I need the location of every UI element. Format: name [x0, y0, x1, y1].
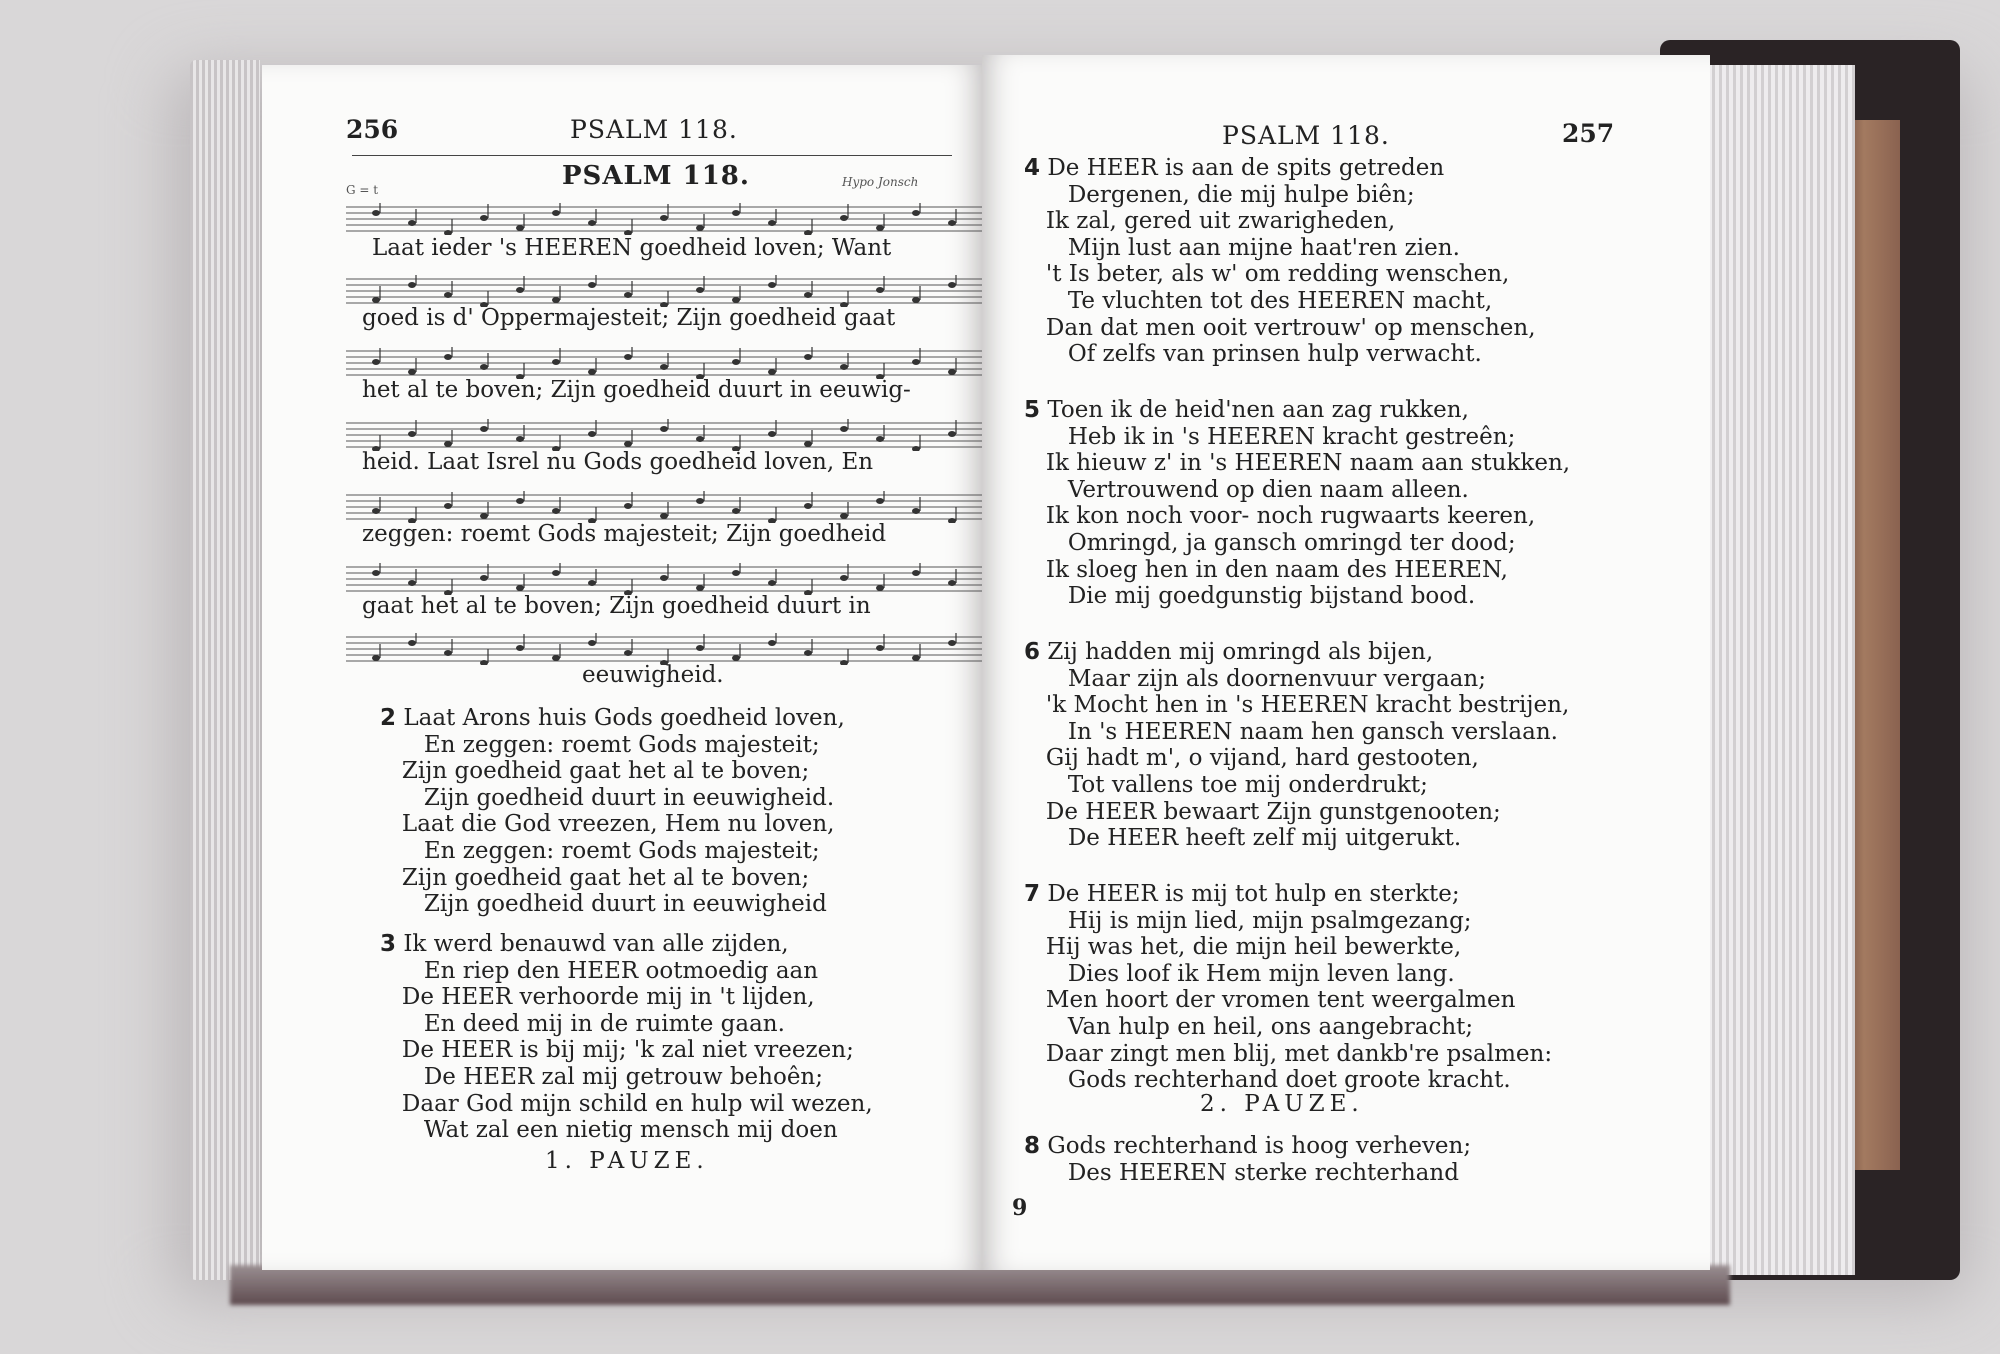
- verse-lines: De HEER is mij tot hulp en sterkte; Hij is mijn lied, mijn psalmgezang; Hij was het, die mijn heil bewerkte, Dies loof ik Hem mijn leven lang. Men hoort der vromen tent weergalmen Van hulp en heil, ons aangebracht; Daar zingt men blij, met dankb're psalmen: Gods rechterhand doet groote kracht.: [1045, 881, 1553, 1094]
- music-note: [552, 297, 560, 303]
- verse-5: [1024, 397, 1570, 610]
- music-note: [912, 655, 920, 661]
- music-note: [948, 282, 956, 288]
- music-note: [516, 498, 524, 504]
- music-note: [624, 650, 632, 656]
- music-note: [732, 297, 740, 303]
- song-title: PSALM 118.: [562, 161, 750, 191]
- music-note: [588, 282, 596, 288]
- music-note: [588, 369, 596, 375]
- music-staff: [346, 491, 1026, 523]
- music-note: [552, 508, 560, 514]
- page-number: 256: [346, 115, 399, 144]
- verse-number: 7: [1024, 881, 1041, 907]
- music-note: [948, 431, 956, 437]
- verse-3: [380, 931, 873, 1144]
- music-note: [696, 585, 704, 591]
- music-note: [948, 369, 956, 375]
- music-note: [660, 215, 668, 221]
- verse-lines: Toen ik de heid'nen aan zag rukken, Heb ik in 's HEEREN kracht gestreên; Ik hieuw z' in 's HEEREN naam aan stukken, Vertrouwend op dien naam alleen. Ik kon noch voor- noch rugwaarts keeren, Omringd, ja gansch omringd ter dood; Ik sloeg hen in den naam des HEEREN, Die mij goedgunstig bijstand bood.: [1045, 397, 1571, 610]
- verse-lines: Ik werd benauwd van alle zijden, En riep den HEER ootmoedig aan De HEER verhoorde mij in 't lijden, En deed mij in de ruimte gaan. De HEER is bij mij; 'k zal niet vreezen; De HEER zal mij getrouw behoên; Daar God mijn schild en hulp wil wezen, Wat zal een nietig mensch mij doen: [401, 931, 873, 1144]
- music-note: [912, 297, 920, 303]
- music-note: [912, 570, 920, 576]
- music-note: [948, 220, 956, 226]
- music-note: [804, 354, 812, 360]
- music-note: [732, 508, 740, 514]
- page-number: 257: [1562, 119, 1615, 148]
- music-note: [876, 645, 884, 651]
- pauze-marker: 1. PAUZE.: [545, 1148, 709, 1174]
- music-note: [624, 503, 632, 509]
- music-note: [660, 513, 668, 519]
- music-lyric-line: goed is d' Oppermajesteit; Zijn goedheid gaat: [362, 305, 896, 331]
- music-note: [804, 650, 812, 656]
- music-note: [372, 508, 380, 514]
- music-note: [696, 225, 704, 231]
- music-note: [372, 570, 380, 576]
- music-note: [624, 292, 632, 298]
- music-note: [552, 655, 560, 661]
- music-note: [552, 210, 560, 216]
- music-note: [912, 508, 920, 514]
- music-note: [840, 215, 848, 221]
- music-note: [768, 220, 776, 226]
- music-note: [732, 655, 740, 661]
- music-note: [876, 287, 884, 293]
- music-lyric-line: heid. Laat Isrel nu Gods goedheid loven, En: [362, 449, 874, 475]
- running-header: PSALM 118.: [1222, 121, 1390, 150]
- music-note: [768, 282, 776, 288]
- composer: Hypo Jonsch: [842, 175, 919, 189]
- page-edges-left: [190, 60, 260, 1280]
- music-note: [444, 503, 452, 509]
- running-header: PSALM 118.: [570, 115, 738, 144]
- music-note: [804, 292, 812, 298]
- music-note: [516, 585, 524, 591]
- music-note: [696, 498, 704, 504]
- music-note: [876, 225, 884, 231]
- music-note: [588, 580, 596, 586]
- music-note: [804, 441, 812, 447]
- music-note: [660, 575, 668, 581]
- music-staff: [346, 419, 1026, 451]
- music-note: [876, 585, 884, 591]
- music-note: [444, 441, 452, 447]
- verse-6: [1024, 639, 1569, 852]
- music-staff: [346, 563, 1026, 595]
- header-rule: [352, 155, 952, 156]
- right-page: [982, 55, 1710, 1270]
- music-note: [372, 655, 380, 661]
- music-note: [696, 436, 704, 442]
- music-note: [624, 441, 632, 447]
- music-note: [840, 364, 848, 370]
- music-note: [912, 359, 920, 365]
- music-note: [732, 570, 740, 576]
- music-note: [408, 369, 416, 375]
- music-note: [624, 354, 632, 360]
- music-note: [444, 354, 452, 360]
- verse-lines: Zij hadden mij omringd als bijen, Maar zijn als doornenvuur vergaan; 'k Mocht hen in 's HEEREN kracht bestrijen, In 's HEEREN naam hen gansch verslaan. Gij hadt m', o vijand, hard gestooten, Tot vallens toe mij onderdrukt; De HEER bewaart Zijn gunstgenooten; De HEER heeft zelf mij uitgerukt.: [1045, 639, 1570, 852]
- music-note: [408, 640, 416, 646]
- music-note: [768, 640, 776, 646]
- music-note: [660, 364, 668, 370]
- music-note: [552, 570, 560, 576]
- music-staff: [346, 203, 1026, 235]
- music-note: [372, 297, 380, 303]
- music-note: [696, 287, 704, 293]
- verse-4: [1024, 155, 1536, 368]
- verse-7: [1024, 881, 1552, 1094]
- music-note: [804, 503, 812, 509]
- music-note: [732, 359, 740, 365]
- music-note: [840, 426, 848, 432]
- left-page: [262, 65, 982, 1270]
- pauze-marker: 2. PAUZE.: [1200, 1091, 1364, 1117]
- verse-number: 4: [1024, 155, 1041, 181]
- music-note: [840, 575, 848, 581]
- verse-lines: Laat Arons huis Gods goedheid loven, En zeggen: roemt Gods majesteit; Zijn goedheid gaat het al te boven; Zijn goedheid duurt in eeuwigheid. Laat die God vreezen, Hem nu loven, En zeggen: roemt Gods majesteit; Zijn goedheid gaat het al te boven; Zijn goedheid duurt in eeuwigheid: [401, 705, 845, 918]
- music-staff: [346, 633, 1026, 665]
- music-note: [408, 282, 416, 288]
- music-lyric-line: het al te boven; Zijn goedheid duurt in eeuwig-: [362, 377, 911, 403]
- signature-mark: 9: [1012, 1195, 1028, 1221]
- music-staff: [346, 347, 1026, 379]
- music-note: [732, 210, 740, 216]
- music-note: [876, 498, 884, 504]
- music-note: [696, 645, 704, 651]
- music-note: [660, 426, 668, 432]
- music-note: [768, 369, 776, 375]
- verse-number: 3: [380, 931, 397, 957]
- music-note: [840, 513, 848, 519]
- verse-number: 5: [1024, 397, 1041, 423]
- music-lyric-line: eeuwigheid.: [582, 662, 724, 688]
- music-note: [480, 513, 488, 519]
- music-note: [480, 426, 488, 432]
- music-note: [876, 436, 884, 442]
- verse-2: [380, 705, 845, 918]
- music-note: [372, 359, 380, 365]
- music-note: [552, 359, 560, 365]
- page-edges-bottom: [230, 1265, 1730, 1305]
- verse-8: [1024, 1133, 1471, 1186]
- music-note: [516, 436, 524, 442]
- music-note: [516, 225, 524, 231]
- verse-lines: Gods rechterhand is hoog verheven; Des HEEREN sterke rechterhand: [1047, 1133, 1472, 1186]
- verse-number: 8: [1024, 1133, 1041, 1159]
- music-note: [912, 210, 920, 216]
- page-edges-right: [1705, 65, 1855, 1275]
- music-note: [408, 580, 416, 586]
- music-note: [948, 580, 956, 586]
- music-lyric-line: zeggen: roemt Gods majesteit; Zijn goedheid: [362, 521, 887, 547]
- music-note: [516, 645, 524, 651]
- music-lyric-line: gaat het al te boven; Zijn goedheid duurt in: [362, 593, 871, 619]
- music-note: [588, 220, 596, 226]
- music-note: [408, 431, 416, 437]
- music-lyric-line: Laat ieder 's HEEREN goedheid loven; Want: [372, 235, 892, 261]
- music-note: [444, 650, 452, 656]
- music-note: [480, 215, 488, 221]
- music-note: [768, 431, 776, 437]
- music-note: [768, 580, 776, 586]
- verse-lines: De HEER is aan de spits getreden Dergenen, die mij hulpe biên; Ik zal, gered uit zwarigheden, Mijn lust aan mijne haat'ren zien. 't Is beter, als w' om redding wenschen, Te vluchten tot des HEEREN macht, Dan dat men ooit vertrouw' op menschen, Of zelfs van prinsen hulp verwacht.: [1045, 155, 1536, 368]
- verse-number: 6: [1024, 639, 1041, 665]
- music-note: [444, 292, 452, 298]
- music-note: [480, 575, 488, 581]
- verse-number: 2: [380, 705, 397, 731]
- music-note: [588, 431, 596, 437]
- music-note: [480, 364, 488, 370]
- music-note: [372, 210, 380, 216]
- music-staff: [346, 275, 1026, 307]
- music-note: [408, 220, 416, 226]
- music-note: [588, 640, 596, 646]
- music-note: [948, 640, 956, 646]
- music-note: [516, 287, 524, 293]
- key-marker: G = t: [346, 183, 379, 197]
